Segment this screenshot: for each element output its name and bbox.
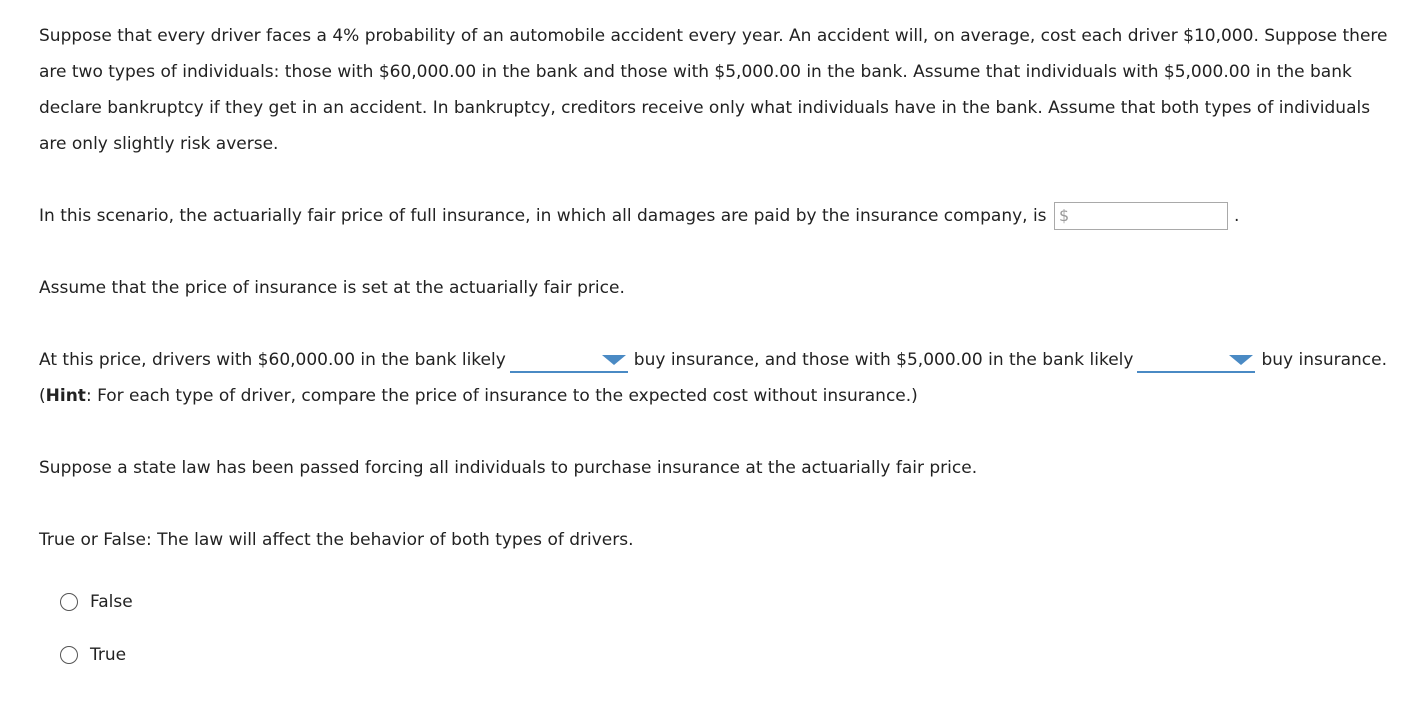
fair-price-paragraph (39, 198, 1399, 234)
at-price-text-2: buy insurance, and those with $5,000.00 in the bank likely (633, 350, 1134, 370)
chevron-down-icon (602, 355, 626, 365)
fair-price-text: In this scenario, the actuarially fair price of full insurance, in which all damages are paid by the insurance company, is (39, 206, 1047, 226)
radio-label-true: True (90, 645, 127, 665)
rich-driver-dropdown[interactable] (510, 349, 628, 373)
radio-label-false: False (90, 592, 133, 612)
intro-paragraph: Suppose that every driver faces a 4% probability of an automobile accident every year. An accident will, on average, cost each driver $10,000. Suppose there are two types of individuals: those with $60,000.00 in the bank and those with $5,000.00 in the bank. Assume that individuals with $5,000.00 in the bank declare bankruptcy if they get in an accident. In bankruptcy, creditors receive only what individuals have in the bank. Assume that both types of individuals are only slightly risk averse. (39, 26, 1388, 154)
radio-option-true[interactable] (60, 643, 126, 667)
fair-price-input-wrapper[interactable] (1054, 202, 1228, 230)
chevron-down-icon (1229, 355, 1253, 365)
dollar-sign: $ (1058, 206, 1070, 225)
assume-paragraph: Assume that the price of insurance is set at the actuarially fair price. (39, 278, 625, 298)
fair-price-period: . (1233, 206, 1240, 226)
poor-driver-dropdown[interactable] (1137, 349, 1255, 373)
radio-option-false[interactable] (60, 590, 133, 614)
fair-price-input[interactable] (1071, 204, 1225, 228)
radio-button-true[interactable] (60, 646, 78, 664)
at-price-paragraph (39, 342, 1399, 414)
hint-text: : For each type of driver, compare the price of insurance to the expected cost without insurance.) (85, 386, 918, 406)
law-paragraph: Suppose a state law has been passed forcing all individuals to purchase insurance at the actuarially fair price. (39, 458, 978, 478)
hint-label: Hint (45, 386, 86, 406)
true-false-question: True or False: The law will affect the behavior of both types of drivers. (39, 530, 634, 550)
at-price-text-3: buy insurance. ( (39, 350, 1388, 406)
radio-button-false[interactable] (60, 593, 78, 611)
at-price-text-1: At this price, drivers with $60,000.00 in the bank likely (39, 350, 506, 370)
